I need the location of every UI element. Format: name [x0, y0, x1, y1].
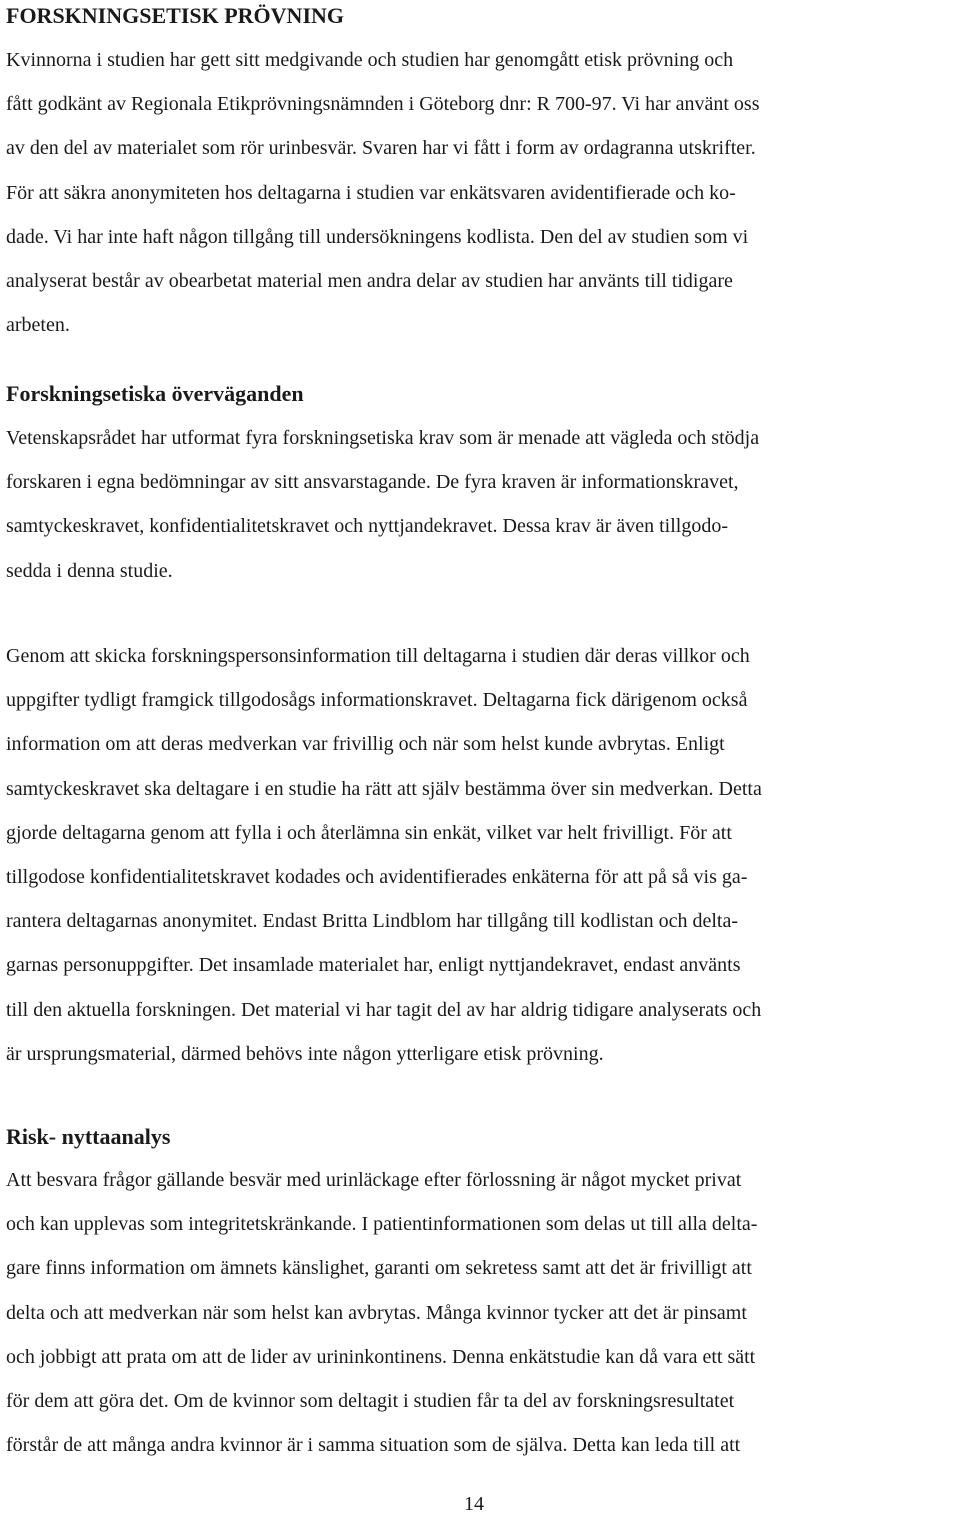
text-line: rantera deltagarnas anonymitet. Endast Britta Lindblom har tillgång till kodlistan och delta-: [6, 910, 739, 933]
paragraph-research-requirements: [6, 416, 956, 593]
page-number: 14: [464, 1493, 484, 1515]
text-line: Att besvara frågor gällande besvär med urinläckage efter förlossning är något mycket privat: [6, 1169, 742, 1191]
text-line: garnas personuppgifter. Det insamlade materialet har, enligt nyttjandekravet, endast använts: [6, 954, 741, 977]
text-line: gare finns information om ämnets känslighet, garanti om sekretess samt att det är frivilligt att: [6, 1257, 752, 1280]
text-line: av den del av materialet som rör urinbesvär. Svaren har vi fått i form av ordagranna utskrifter.: [6, 137, 756, 160]
text-line: Genom att skicka forskningspersonsinformation till deltagarna i studien där deras villkor och: [6, 645, 750, 667]
text-line: Vetenskapsrådet har utformat fyra forskningsetiska krav som är menade att vägleda och stödja: [6, 427, 760, 449]
text-line: och jobbigt att prata om att de lider av urininkontinens. Denna enkätstudie kan då vara ett sätt: [6, 1345, 756, 1368]
text-line: är ursprungsmaterial, därmed behövs inte någon ytterligare etisk prövning.: [6, 1042, 604, 1065]
text-line: delta och att medverkan när som helst kan avbrytas. Många kvinnor tycker att det är pinsamt: [6, 1301, 747, 1324]
text-line: tillgodose konfidentialitetskravet kodades och avidentifierades enkäterna för att på så vis ga-: [6, 866, 748, 889]
text-line: förstår de att många andra kvinnor är i samma situation som de själva. Detta kan leda till att: [6, 1434, 741, 1457]
paragraph-risk-benefit: [6, 1158, 956, 1467]
paragraph-ethics-approval: [6, 38, 956, 347]
section-heading-forskningsetisk-provning: FORSKNINGSETISK PRÖVNING: [6, 3, 345, 28]
text-line: analyserat består av obearbetat material men andra delar av studien har använts till tidigare: [6, 270, 733, 293]
text-line: forskaren i egna bedömningar av sitt ansvarstagande. De fyra kraven är informationskravet,: [6, 471, 739, 494]
text-line: och kan upplevas som integritetskränkande. I patientinformationen som delas ut till alla delta-: [6, 1213, 758, 1236]
text-line: samtyckeskravet, konfidentialitetskravet och nyttjandekravet. Dessa krav är även tillgodo-: [6, 515, 728, 538]
subheading-forskningsetiska-overvaganden: Forskningsetiska överväganden: [6, 381, 304, 406]
subheading-risk-nyttaanalys: Risk- nyttaanalys: [6, 1124, 171, 1149]
text-line: Kvinnorna i studien har gett sitt medgivande och studien har genomgått etisk prövning och: [6, 49, 734, 71]
text-line: gjorde deltagarna genom att fylla i och återlämna sin enkät, vilket var helt frivilligt. För att: [6, 821, 732, 844]
text-line: För att säkra anonymiteten hos deltagarna i studien var enkätsvaren avidentifierade och ko-: [6, 181, 736, 204]
text-line: arbeten.: [6, 314, 70, 337]
text-line: uppgifter tydligt framgick tillgodosågs informationskravet. Deltagarna fick därigenom också: [6, 689, 748, 712]
text-line: dade. Vi har inte haft någon tillgång till undersökningens kodlista. Den del av studien som vi: [6, 225, 749, 248]
text-line: samtyckeskravet ska deltagare i en studie ha rätt att själv bestämma över sin medverkan. Detta: [6, 777, 762, 800]
text-line: fått godkänt av Regionala Etikprövningsnämnden i Göteborg dnr: R 700-97. Vi har använt oss: [6, 93, 760, 116]
text-line: sedda i denna studie.: [6, 559, 173, 582]
text-line: information om att deras medverkan var frivillig och när som helst kunde avbrytas. Enligt: [6, 733, 725, 756]
paragraph-information-consent: [6, 634, 956, 1076]
text-line: för dem att göra det. Om de kvinnor som deltagit i studien får ta del av forskningsresultatet: [6, 1390, 735, 1413]
text-line: till den aktuella forskningen. Det material vi har tagit del av har aldrig tidigare analyserats och: [6, 998, 762, 1021]
